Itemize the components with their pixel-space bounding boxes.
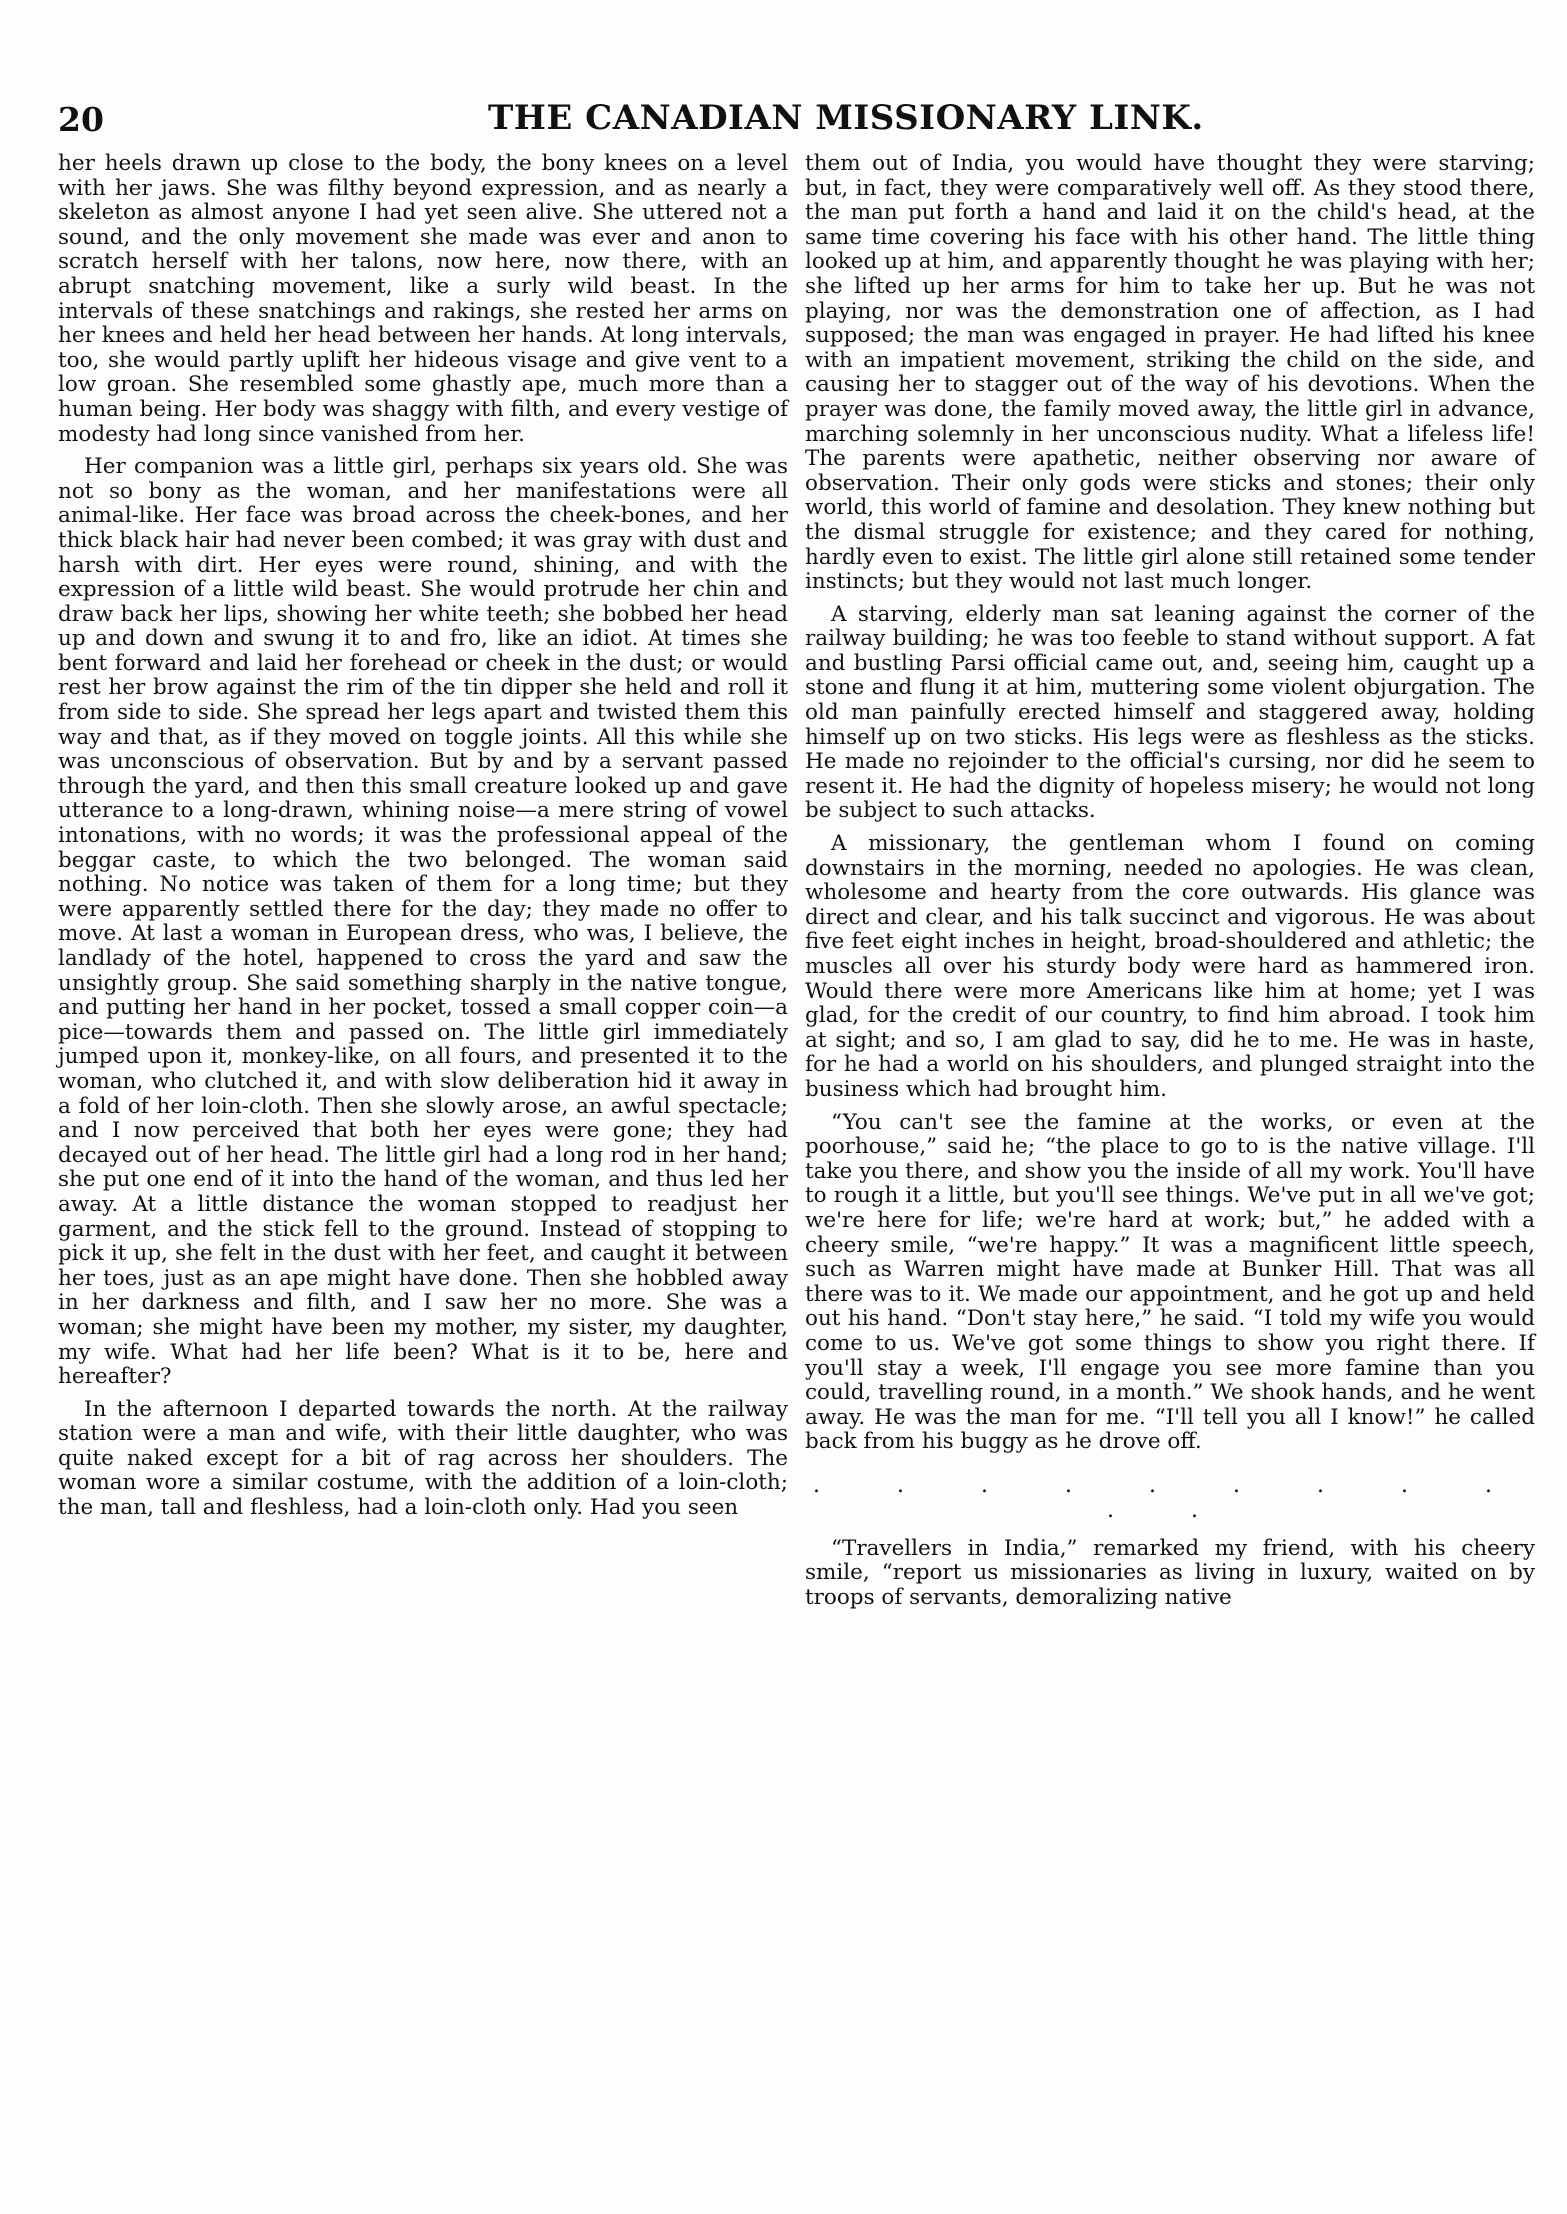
paragraph: “Travellers in India,” remarked my friend, with his cheery smile, “report us missionaries as living in luxury, waited on by troops of servants, demoralizing native [805, 1535, 1535, 1611]
right-column [805, 152, 1535, 1619]
running-title: THE CANADIAN MISSIONARY LINK. [488, 98, 1204, 138]
left-column [58, 152, 788, 1529]
page-header [58, 96, 1528, 146]
paragraph: them out of India, you would have thought they were starving; but, in fact, they were comparatively well off. As they stood there, the man put forth a hand and laid it on the child's head, at the same time covering his face with his other hand. The little thing looked up at him, and apparently thought he was playing with her; she lifted up her arms for him to take her up. But he was not playing, nor was the demonstration one of affection, as I had supposed; the man was engaged in prayer. He had lifted his knee with an impatient movement, striking the child on the side, and causing her to stagger out of the way of his devotions. When the prayer was done, the family moved away, the little girl in advance, marching solemnly in her unconscious nudity. What a lifeless life! The parents were apathetic, neither observing nor aware of observation. Their only gods were sticks and stones; their only world, this world of famine and desolation. They knew nothing but the dismal struggle for existence; and they cared for nothing, hardly even to exist. The little girl alone still retained some tender instincts; but they would not last much longer. [805, 151, 1535, 595]
paragraph: A starving, elderly man sat leaning against the corner of the railway building; he was too feeble to stand without support. A fat and bustling Parsi official came out, and, seeing him, caught up a stone and flung it at him, muttering some violent objurgation. The old man painfully erected himself and staggered away, holding himself up on two sticks. His legs were as fleshless as the sticks. He made no rejoinder to the official's cursing, nor did he seem to resent it. He had the dignity of hopeless misery; he would not long be subject to such attacks. [805, 601, 1535, 824]
paragraph: In the afternoon I departed towards the north. At the railway station were a man and wife, with their little daughter, who was quite naked except for a bit of rag across her shoulders. The woman wore a similar costume, with the addition of a loin-cloth; the man, tall and fleshless, had a loin-cloth only. Had you seen [58, 1396, 788, 1521]
paragraph: Her companion was a little girl, perhaps six years old. She was not so bony as the woman, and her manifestations were all animal-like. Her face was broad across the cheek-bones, and her thick black hair had never been combed; it was gray with dust and harsh with dirt. Her eyes were round, shining, and with the expression of a little wild beast. She would protrude her chin and draw back her lips, showing her white teeth; she bobbed her head up and down and swung it to and fro, like an idiot. At times she bent forward and laid her forehead or cheek in the dust; or would rest her brow against the rim of the tin dipper she held and roll it from side to side. She spread her legs apart and twisted them this way and that, as if they moved on toggle joints. All this while she was unconscious of observation. But by and by a servant passed through the yard, and then this small creature looked up and gave utterance to a long-drawn, whining noise—a mere string of vowel intonations, with no words; it was the professional appeal of the beggar caste, to which the two belonged. The woman said nothing. No notice was taken of them for a long time; but they were apparently settled there for the day; they made no offer to move. At last a woman in European dress, who was, I believe, the landlady of the hotel, happened to cross the yard and saw the unsightly group. She said something sharply in the native tongue, and putting her hand in her pocket, tossed a small copper coin—a pice—towards them and passed on. The little girl immediately jumped upon it, monkey-like, on all fours, and presented it to the woman, who clutched it, and with slow deliberation hid it away in a fold of her loin-cloth. Then she slowly arose, an awful spectacle; and I now perceived that both her eyes were gone; they had decayed out of her head. The little girl had a long rod in her hand; she put one end of it into the hand of the woman, and thus led her away. At a little distance the woman stopped to readjust her garment, and the stick fell to the ground. Instead of stopping to pick it up, she felt in the dust with her feet, and caught it between her toes, just as an ape might have done. Then she hobbled away in her darkness and filth, and I saw her no more. She was a woman; she might have been my mother, my sister, my daughter, my wife. What had her life been? What is it to be, here and hereafter? [58, 454, 788, 1390]
paragraph: her heels drawn up close to the body, the bony knees on a level with her jaws. She was filthy beyond expression, and as nearly a skeleton as almost anyone I had yet seen alive. She uttered not a sound, and the only movement she made was ever and anon to scratch herself with her talons, now here, now there, with an abrupt snatching movement, like a surly wild beast. In the intervals of these snatchings and rakings, she rested her arms on her knees and held her head between her hands. At long intervals, too, she would partly uplift her hideous visage and give vent to a low groan. She resembled some ghastly ape, much more than a human being. Her body was shaggy with filth, and every vestige of modesty had long since vanished from her. [58, 151, 788, 447]
section-break: . . . . . . . . . . . [813, 1472, 1527, 1523]
page-number: 20 [58, 100, 104, 139]
paragraph: “You can't see the famine at the works, or even at the poorhouse,” said he; “the place to go to is the native village. I'll take you there, and show you the inside of all my work. You'll have to rough it a little, but you'll see things. We've put in all we've got; we're here for life; we're hard at work; but,” he added with a cheery smile, “we're happy.” It was a magnificent little speech, such as Warren might have made at Bunker Hill. That was all there was to it. We made our appointment, and he got up and held out his hand. “Don't stay here,” he said. “I told my wife you would come to us. We've got some things to show you right there. If you'll stay a week, I'll engage you see more famine than you could, travelling round, in a month.” We shook hands, and he went away. He was the man for me. “I'll tell you all I know!” he called back from his buggy as he drove off. [805, 1109, 1535, 1455]
paragraph: A missionary, the gentleman whom I found on coming downstairs in the morning, needed no apologies. He was clean, wholesome and hearty from the core outwards. His glance was direct and clear, and his talk succinct and vigorous. He was about five feet eight inches in height, broad-shouldered and athletic; the muscles all over his sturdy body were hard as hammered iron. Would there were more Americans like him at home; yet I was glad, for the credit of our country, to find him abroad. I took him at sight; and so, I am glad to say, did he to me. He was in haste, for he had a world on his shoulders, and plunged straight into the business which had brought him. [805, 831, 1535, 1102]
